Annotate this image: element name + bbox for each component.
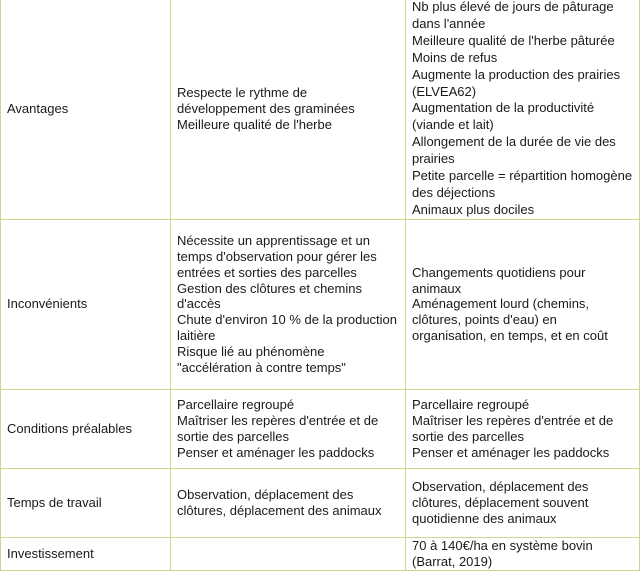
cell-line: Chute d'environ 10 % de la production laitière [177,312,398,343]
cell-line: 70 à 140€/ha en système bovin (Barrat, 2019) [412,537,593,569]
cell-line: Animaux plus dociles [412,201,535,217]
cell-line: Augmentation de la productivité (viande et lait) [412,100,595,133]
cell-col2 [171,0,406,219]
cell-line: Nb plus élevé de jours de pâturage dans l'année [412,0,614,31]
cell-line: Risque lié au phénomène "accélération à contre temps" [177,343,346,375]
cell-col2 [171,468,406,537]
cell-line: Maîtriser les repères d'entrée et de sortie des parcelles [412,412,614,444]
cell-line: Nécessite un apprentissage et un temps d'observation pour gérer les entrées et sorties des parcelles [177,233,377,280]
cell-line: Respecte le rythme de développement des graminées [177,85,355,116]
cell-line: Moins de refus [412,49,498,65]
table-row-conditions-prealables [1,389,640,468]
cell-line: Observation, déplacement des clôtures, déplacement souvent quotidienne des animaux [412,479,589,526]
cell-col2 [171,537,406,570]
cell-line: Parcellaire regroupé [177,397,295,413]
row-label: Conditions préalables [1,389,171,468]
table-row-temps-de-travail [1,468,640,537]
row-label: Avantages [1,0,171,219]
cell-line: Maîtriser les repères d'entrée et de sortie des parcelles [177,412,379,444]
cell-line: Meilleure qualité de l'herbe [177,116,332,132]
cell-line: Meilleure qualité de l'herbe pâturée [412,32,615,48]
row-label: Investissement [1,537,171,570]
cell-line: Penser et aménager les paddocks [177,444,375,460]
cell-line: Petite parcelle = répartition homogène des déjections [412,168,633,200]
cell-line: Allongement de la durée de vie des prairies [412,134,616,167]
table-row-avantages [1,0,640,219]
table-row-inconvenients [1,219,640,389]
cell-col3 [406,0,640,219]
table-row-investissement [1,537,640,570]
cell-col3 [406,219,640,389]
cell-col2 [171,219,406,389]
cell-line: Augmente la production des prairies (ELVEA62) [412,66,621,99]
row-label: Temps de travail [1,468,171,537]
cell-line: Penser et aménager les paddocks [412,444,610,460]
cell-col3 [406,537,640,570]
cell-line: Observation, déplacement des clôtures, déplacement des animaux [177,486,382,518]
cell-line: Changements quotidiens pour animaux [412,264,586,296]
cell-col3 [406,389,640,468]
row-label: Inconvénients [1,219,171,389]
cell-col3 [406,468,640,537]
cell-col2 [171,389,406,468]
cell-line: Parcellaire regroupé [412,397,530,413]
cell-line: Gestion des clôtures et chemins d'accès [177,280,362,312]
cell-line: Aménagement lourd (chemins, clôtures, points d'eau) en organisation, en temps, et en coût [412,296,608,343]
